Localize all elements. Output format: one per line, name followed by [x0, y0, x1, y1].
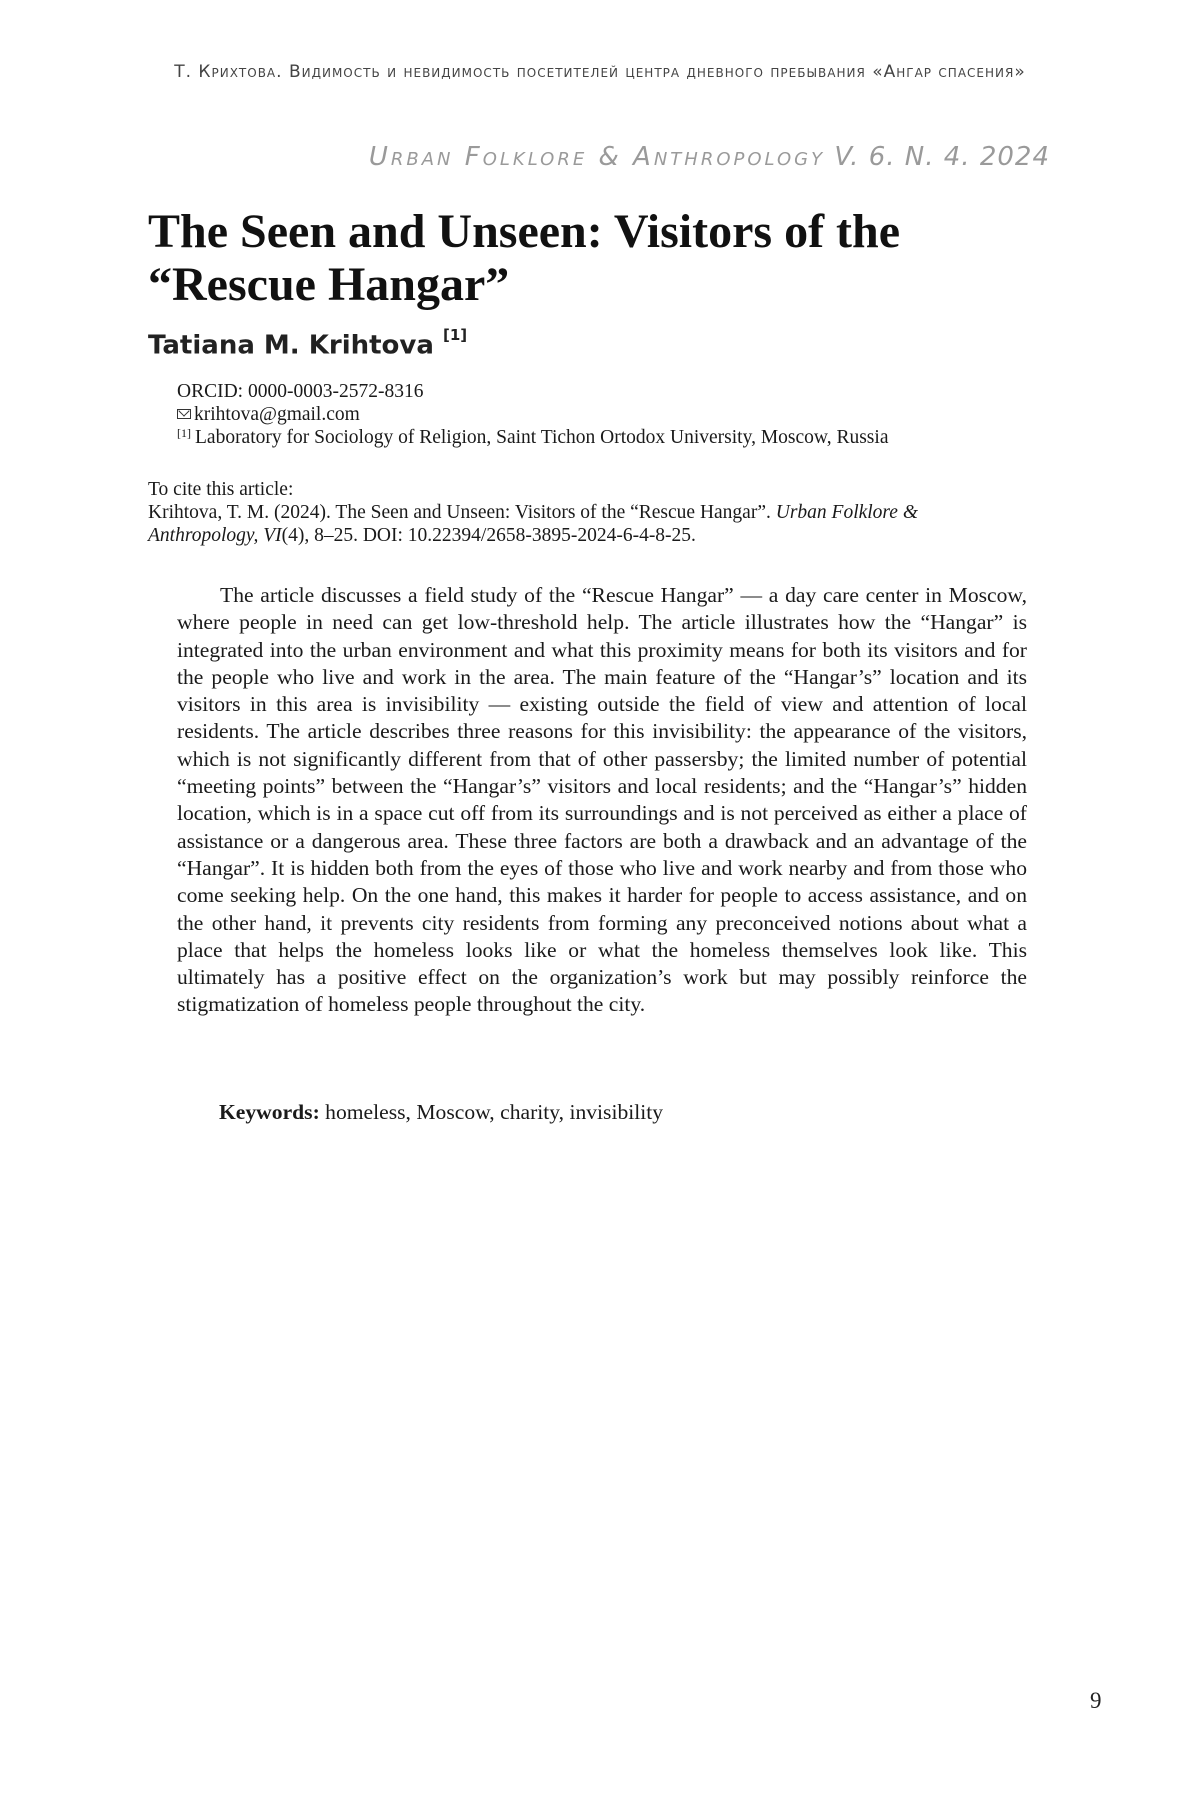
- email-line: [177, 403, 888, 426]
- author-line: [148, 326, 468, 361]
- author-affiliation-mark: [1]: [442, 326, 468, 344]
- citation-journal: Urban Folklore & Anthropology, VI: [148, 502, 918, 546]
- journal-name: Urban Folklore & Anthropology: [368, 142, 826, 172]
- author-details: [177, 380, 888, 451]
- author-name: Tatiana M. Krihtova: [148, 330, 434, 361]
- journal-info: [369, 142, 1050, 172]
- page-number: 9: [1090, 1688, 1102, 1713]
- citation: [148, 501, 1028, 547]
- citation-label: To cite this article:: [148, 479, 294, 500]
- affiliation-mark: [1]: [177, 426, 191, 440]
- keywords-text: homeless, Moscow, charity, invisibility: [325, 1100, 664, 1124]
- citation-part2: (4), 8–25. DOI: 10.22394/2658-3895-2024-6-4-8-25.: [281, 525, 696, 546]
- running-head: Т. Крихтова. Видимость и невидимость посетителей центра дневного пребывания «Ангар спасения»: [174, 62, 1026, 82]
- affiliation-line: [177, 426, 888, 451]
- envelope-icon: [177, 409, 191, 419]
- article-title: The Seen and Unseen: Visitors of the “Rescue Hangar”: [148, 205, 901, 311]
- affiliation: Laboratory for Sociology of Religion, Saint Tichon Ortodox University, Moscow, Russia: [195, 427, 889, 448]
- journal-volume: V. 6. N. 4. 2024: [834, 142, 1050, 172]
- abstract: The article discusses a field study of the “Rescue Hangar” — a day care center in Moscow, where people in need can get low-threshold help. The article illustrates how the “Hangar” is integrated into the urban environment and what this proximity means for both its visitors and for the people who live and work in the area. The main feature of the “Hangar’s” location and its visitors in this area is invisibility — existing outside the field of view and attention of local residents. The article describes three reasons for this invisibility: the appearance of the visitors, which is not significantly different from that of other passersby; the limited number of potential “meeting points” between the “Hangar’s” visitors and local residents; and the “Hangar’s” hidden location, which is in a space cut off from its surroundings and is not perceived as either a place of assistance or a dangerous area. These three factors are both a drawback and an advantage of the “Hangar”. It is hidden both from the eyes of those who live and work nearby and from those who come seeking help. On the one hand, this makes it harder for people to access assistance, and on the other hand, it prevents city residents from forming any preconceived notions about what a place that helps the homeless looks like or what the homeless themselves look like. This ultimately has a positive effect on the organization’s work but may possibly reinforce the stigmatization of homeless people throughout the city.: [177, 583, 1027, 1017]
- keywords: [219, 1099, 663, 1126]
- orcid: ORCID: 0000-0003-2572-8316: [177, 381, 424, 402]
- citation-part1: Krihtova, T. M. (2024). The Seen and Unseen: Visitors of the “Rescue Hangar”.: [148, 502, 776, 523]
- email-link[interactable]: krihtova@gmail.com: [194, 404, 360, 425]
- keywords-label: Keywords:: [219, 1100, 320, 1124]
